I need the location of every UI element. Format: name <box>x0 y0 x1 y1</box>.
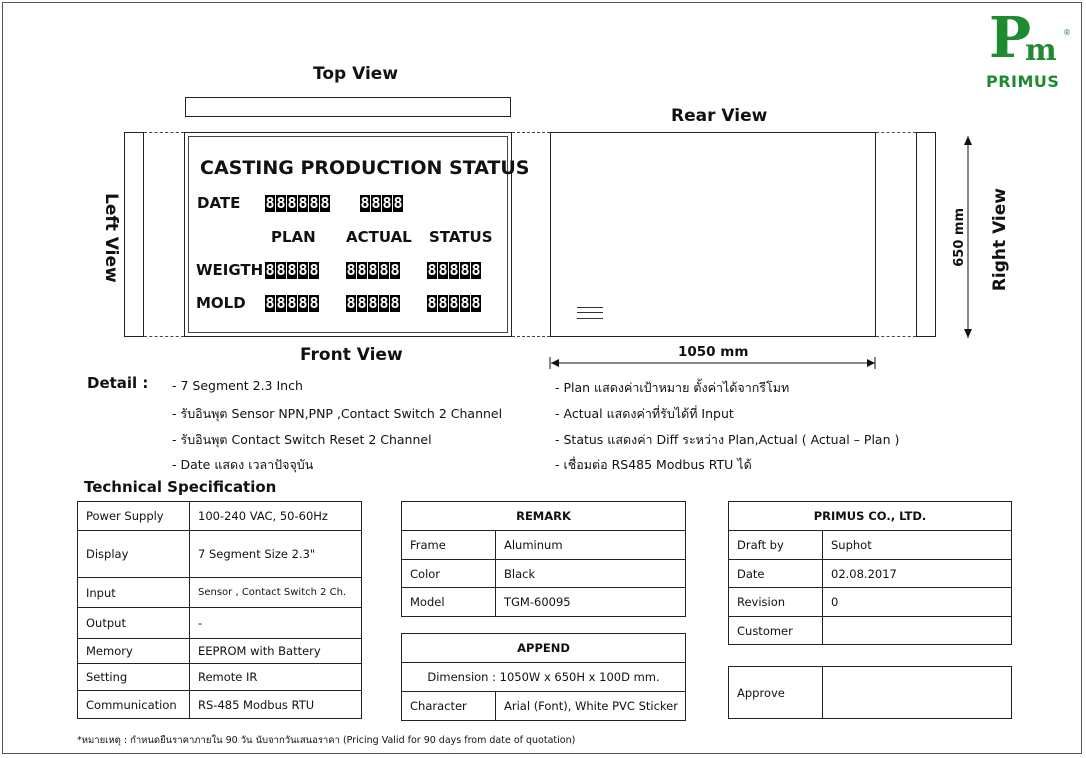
table-row <box>78 578 362 608</box>
spec-label: Input <box>78 578 190 608</box>
table-row <box>402 531 686 560</box>
footnote: *หมายเหตุ : กำหนดยืนราคาภายใน 90 วัน นับจากวันเสนอราคา (Pricing Valid for 90 days from date of quotation) <box>77 735 576 746</box>
mold-plan-display <box>265 295 319 312</box>
detail-label: Detail : <box>87 374 149 392</box>
segment-digit: 8 <box>379 261 389 279</box>
segment-digit: 8 <box>360 194 370 212</box>
left-view-shape <box>124 132 144 337</box>
segment-digit: 8 <box>427 294 437 312</box>
time-display <box>360 195 403 212</box>
table-row <box>78 664 362 691</box>
primus-logo <box>985 5 1077 92</box>
spec-value: Remote IR <box>190 664 362 691</box>
logo-name: PRIMUS <box>986 72 1060 91</box>
segment-digit: 8 <box>276 194 286 212</box>
approve-label: Approve <box>729 667 823 719</box>
spec-label: Power Supply <box>78 502 190 531</box>
spec-label: Communication <box>78 691 190 719</box>
segment-digit: 8 <box>471 261 481 279</box>
company-label: Customer <box>729 617 823 645</box>
company-title: PRIMUS CO., LTD. <box>729 502 1012 531</box>
table-row <box>78 608 362 639</box>
company-label: Draft by <box>729 531 823 560</box>
spec-value: 100-240 VAC, 50-60Hz <box>190 502 362 531</box>
table-row <box>729 667 1012 719</box>
segment-digit: 8 <box>298 194 308 212</box>
spec-label: Display <box>78 531 190 578</box>
weigth-plan-display <box>265 262 319 279</box>
column-header-actual: ACTUAL <box>346 228 412 246</box>
rear-view-panel <box>550 132 876 337</box>
remark-value: TGM-60095 <box>496 588 686 617</box>
segment-digit: 8 <box>449 294 459 312</box>
segment-digit: 8 <box>287 194 297 212</box>
company-value <box>823 617 1012 645</box>
logo-initial: P <box>989 5 1032 71</box>
segment-digit: 8 <box>276 294 286 312</box>
segment-digit: 8 <box>309 261 319 279</box>
detail-item: - รับอินพุต Sensor NPN,PNP ,Contact Switch 2 Channel <box>172 406 503 421</box>
approve-value <box>823 667 1012 719</box>
detail-item: - Plan แสดงค่าเป้าหมาย ตั้งค่าได้จากรีโมท <box>555 380 790 395</box>
segment-digit: 8 <box>382 194 392 212</box>
logo-registered: ® <box>1063 28 1071 37</box>
segment-digit: 8 <box>357 261 367 279</box>
segment-digit: 8 <box>309 194 319 212</box>
front-view-panel <box>184 132 530 337</box>
width-dimension-label: 1050 mm <box>678 344 749 360</box>
spec-table <box>77 501 362 719</box>
append-value: Arial (Font), White PVC Sticker <box>496 692 686 721</box>
company-label: Revision <box>729 588 823 617</box>
rear-view-label: Rear View <box>671 106 768 126</box>
spec-label: Setting <box>78 664 190 691</box>
company-label: Date <box>729 560 823 588</box>
append-dimension: Dimension : 1050W x 650H x 100D mm. <box>402 663 686 692</box>
segment-digit: 8 <box>320 194 330 212</box>
segment-digit: 8 <box>346 294 356 312</box>
remark-label: Frame <box>402 531 496 560</box>
table-row <box>78 502 362 531</box>
mold-status-display <box>427 295 481 312</box>
weigth-status-display <box>427 262 481 279</box>
segment-digit: 8 <box>346 261 356 279</box>
segment-digit: 8 <box>393 194 403 212</box>
remark-table <box>401 501 686 617</box>
company-value: 0 <box>823 588 1012 617</box>
table-row <box>729 560 1012 588</box>
append-label: Character <box>402 692 496 721</box>
projection-line-top <box>512 132 550 133</box>
column-header-status: STATUS <box>429 228 493 246</box>
approve-table <box>728 666 1012 719</box>
detail-item: - Date แสดง เวลาปัจจุบัน <box>172 457 314 472</box>
spec-value: 7 Segment Size 2.3" <box>190 531 362 578</box>
segment-digit: 8 <box>287 261 297 279</box>
segment-digit: 8 <box>265 194 275 212</box>
remark-value: Aluminum <box>496 531 686 560</box>
height-dimension-label: 650 mm <box>952 208 967 267</box>
table-row <box>729 531 1012 560</box>
date-display <box>265 195 330 212</box>
projection-line-bottom <box>144 336 184 337</box>
table-row <box>729 617 1012 645</box>
weigth-actual-display <box>346 262 400 279</box>
remark-value: Black <box>496 560 686 588</box>
segment-digit: 8 <box>371 194 381 212</box>
segment-digit: 8 <box>379 294 389 312</box>
append-table <box>401 633 686 721</box>
segment-digit: 8 <box>438 261 448 279</box>
segment-digit: 8 <box>357 294 367 312</box>
detail-item: - Actual แสดงค่าที่รับได้ที่ Input <box>555 406 734 421</box>
table-row <box>729 588 1012 617</box>
company-value: Suphot <box>823 531 1012 560</box>
segment-digit: 8 <box>390 294 400 312</box>
left-view-label: Left View <box>101 193 121 283</box>
segment-digit: 8 <box>265 294 275 312</box>
top-view-label: Top View <box>313 64 399 84</box>
remark-title: REMARK <box>402 502 686 531</box>
projection-line-top <box>144 132 184 133</box>
segment-digit: 8 <box>287 294 297 312</box>
table-row <box>78 531 362 578</box>
segment-digit: 8 <box>368 261 378 279</box>
segment-digit: 8 <box>438 294 448 312</box>
right-view-label: Right View <box>990 188 1010 292</box>
table-row <box>402 560 686 588</box>
mold-actual-display <box>346 295 400 312</box>
segment-digit: 8 <box>390 261 400 279</box>
top-view-shape <box>185 97 511 117</box>
segment-digit: 8 <box>471 294 481 312</box>
segment-digit: 8 <box>460 294 470 312</box>
remark-label: Color <box>402 560 496 588</box>
detail-item: - Status แสดงค่า Diff ระหว่าง Plan,Actual ( Actual – Plan ) <box>555 432 900 447</box>
segment-digit: 8 <box>427 261 437 279</box>
spec-label: Output <box>78 608 190 639</box>
segment-digit: 8 <box>265 261 275 279</box>
panel-title: CASTING PRODUCTION STATUS <box>200 157 530 179</box>
detail-item: - รับอินพุต Contact Switch Reset 2 Channel <box>172 432 432 447</box>
segment-digit: 8 <box>460 261 470 279</box>
segment-digit: 8 <box>298 294 308 312</box>
right-view-shape <box>916 132 936 337</box>
detail-item: - เชื่อมต่อ RS485 Modbus RTU ได้ <box>555 457 752 472</box>
detail-item: - 7 Segment 2.3 Inch <box>172 378 303 393</box>
segment-digit: 8 <box>449 261 459 279</box>
company-value: 02.08.2017 <box>823 560 1012 588</box>
segment-digit: 8 <box>368 294 378 312</box>
row-label-mold: MOLD <box>196 294 246 312</box>
spec-label: Memory <box>78 639 190 664</box>
spec-title: Technical Specification <box>84 478 277 496</box>
spec-value: Sensor , Contact Switch 2 Ch. <box>190 578 362 608</box>
rear-vent-icon <box>577 307 603 319</box>
spec-value: - <box>190 608 362 639</box>
logo-sub: m <box>1025 33 1057 68</box>
table-row <box>78 639 362 664</box>
table-row <box>78 691 362 719</box>
spec-value: RS-485 Modbus RTU <box>190 691 362 719</box>
append-title: APPEND <box>402 634 686 663</box>
segment-digit: 8 <box>298 261 308 279</box>
segment-digit: 8 <box>276 261 286 279</box>
company-table <box>728 501 1012 645</box>
table-row <box>402 588 686 617</box>
column-header-plan: PLAN <box>271 228 316 246</box>
projection-line-top <box>876 132 916 133</box>
table-row <box>402 692 686 721</box>
projection-line-bottom <box>876 336 916 337</box>
date-label: DATE <box>197 194 241 212</box>
remark-label: Model <box>402 588 496 617</box>
projection-line-bottom <box>512 336 550 337</box>
spec-value: EEPROM with Battery <box>190 639 362 664</box>
segment-digit: 8 <box>309 294 319 312</box>
front-view-label: Front View <box>300 345 403 365</box>
row-label-weigth: WEIGTH <box>196 261 264 279</box>
